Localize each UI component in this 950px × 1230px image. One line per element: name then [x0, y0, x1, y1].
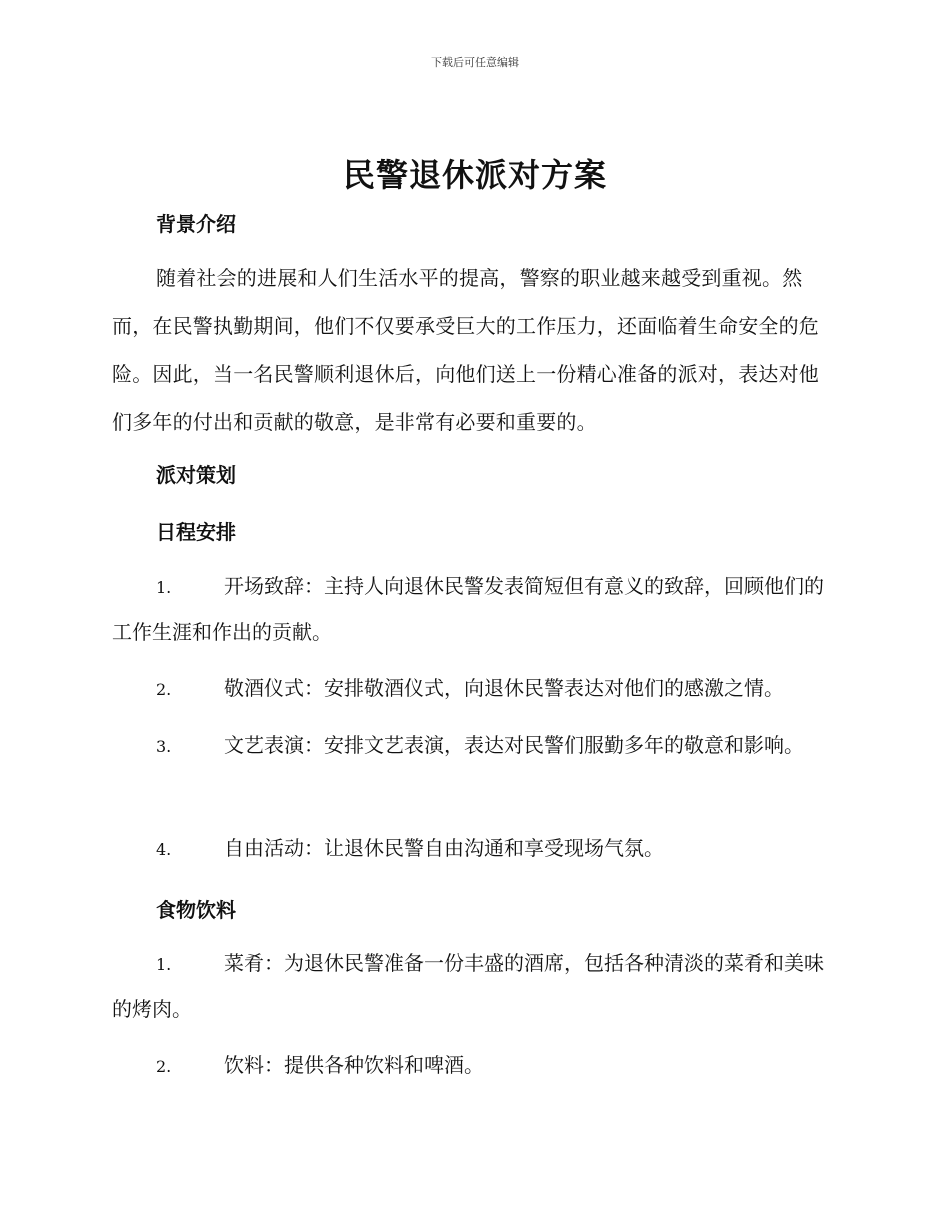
- header-note: 下载后可任意编辑: [431, 56, 519, 69]
- heading-planning: 派对策划: [156, 463, 236, 487]
- item-text: 文艺表演：安排文艺表演，表达对民警们服勤多年的敬意和影响。: [224, 733, 804, 757]
- item-text: 饮料：提供各种饮料和啤酒。: [224, 1053, 484, 1077]
- item-text: 自由活动：让退休民警自由沟通和享受现场气氛。: [224, 836, 664, 860]
- item-number: 4.: [156, 840, 172, 859]
- paragraph-background: 随着社会的进展和人们生活水平的提高，警察的职业越来越受到重视。然而，在民警执勤期间，他们不仅要承受巨大的工作压力，还面临着生命安全的危险。因此，当一名民警顺利退休后，向他们送上一份精心准备的派对，表达对他们多年的付出和贡献的敬意，是非常有必要和重要的。: [112, 266, 819, 434]
- schedule-item: [112, 826, 837, 872]
- schedule-item: [112, 564, 837, 654]
- item-number: 2.: [156, 680, 172, 699]
- item-text: 菜肴：为退休民警准备一份丰盛的酒席，包括各种清淡的菜肴和美味的烤肉。: [112, 951, 824, 1021]
- schedule-item: [112, 666, 837, 712]
- document-title: 民警退休派对方案: [342, 156, 607, 194]
- item-number: 2.: [156, 1057, 172, 1076]
- item-text: 开场致辞：主持人向退休民警发表简短但有意义的致辞，回顾他们的工作生涯和作出的贡献。: [112, 574, 824, 644]
- heading-schedule: 日程安排: [156, 520, 236, 544]
- schedule-item: [112, 723, 837, 769]
- item-number: 1.: [156, 955, 172, 974]
- food-item: [112, 941, 837, 1031]
- item-text: 敬酒仪式：安排敬酒仪式，向退休民警表达对他们的感激之情。: [224, 676, 784, 700]
- food-item: [112, 1043, 837, 1089]
- item-number: 3.: [156, 737, 172, 756]
- item-number: 1.: [156, 578, 172, 597]
- heading-background: 背景介绍: [156, 212, 236, 236]
- heading-food: 食物饮料: [156, 898, 236, 922]
